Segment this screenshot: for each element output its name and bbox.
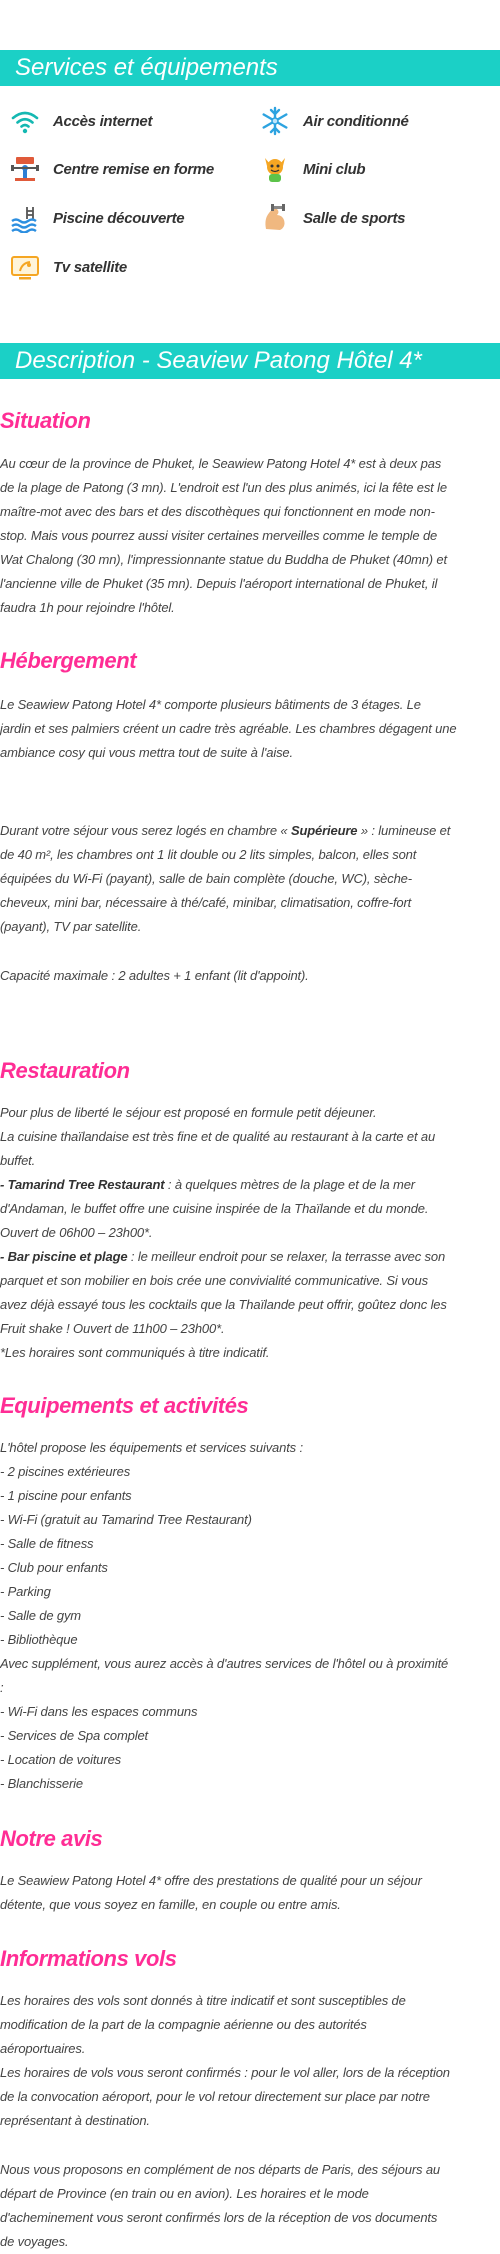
hebergement-capacity: Capacité maximale : 2 adultes + 1 enfant (lit d'appoint). — [0, 968, 309, 983]
service-label: Air conditionné — [303, 112, 409, 130]
restauration-text: Pour plus de liberté le séjour est proposé en formule petit déjeuner. La cuisine thaïlandaise est très fine et de qualité au restaurant à la carte et au buffet. - Tamarind Tree Restaurant : à quelques mètres de la plage et de la mer d'Andaman, le buffet offre une cuisine inspirée de la Thaïlande et du monde. Ouvert de 06h00 – 23h00*. - Bar piscine et plage : le meilleur endroit pour se relaxer, la terrasse avec son parquet et son mobilier en bois crée une convivialité communicative. Si vous avez déjà essayé tous les cocktails que la Thaïlande peut offrir, goûtez donc les Fruit shake ! Ouvert de 11h00 – 23h00*. *Les horaires sont communiqués à titre indicatif. — [0, 1105, 447, 1360]
situation-text: Au cœur de la province de Phuket, le Seawiew Patong Hotel 4* est à deux pas de la plage de Patong (3 mn). L'endroit est l'un des plus animés, ici la fête est le maître-mot avec des bars et des discothèques qui fonctionnent en mode non- stop. Mais vous pourrez aussi visiter certaines merveilles comme le temple de Wat Chalong (30 mn), l'impressionnante statue du Buddha de Phuket (40mn) et l'ancienne ville de Phuket (35 mn). Depuis l'aéroport international de Phuket, il faudra 1h pour rejoindre l'hôtel. — [0, 456, 447, 615]
service-label: Tv satellite — [53, 258, 127, 276]
tv-icon — [10, 252, 40, 282]
vols-text: Les horaires des vols sont donnés à titre indicatif et sont susceptibles de modification de la part de la compagnie aérienne ou des autorités aéroportuaires. Les horaires de vols vous seront confirmés : pour le vol aller, lors de la réception de la convocation aéroport, pour le vol retour directement sur place par notre représentant à destination. — [0, 1993, 450, 2128]
dumbbell-icon — [260, 203, 290, 233]
hebergement-intro: Le Seawiew Patong Hotel 4* comporte plusieurs bâtiments de 3 étages. Le jardin et ses palmiers créent un cadre très agréable. Les chambres dégagent une ambiance cosy qui vous mettra tout de suite à l'aise. — [0, 697, 457, 760]
room-type: Supérieure — [290, 823, 358, 838]
service-label: Mini club — [303, 160, 366, 178]
equipements-list: L'hôtel propose les équipements et services suivants : - 2 piscines extérieures - 1 piscine pour enfants - Wi-Fi (gratuit au Tamarind Tree Restaurant) - Salle de fitness - Club pour enfants - Parking - Salle de gym - Bibliothèque Avec supplément, vous aurez accès à d'autres services de l'hôtel ou à proximité : - Wi-Fi dans les espaces communs - Services de Spa complet - Location de voitures - Blanchisserie — [0, 1440, 449, 1791]
hebergement-room-description: Durant votre séjour vous serez logés en chambre « Supérieure » : lumineuse et de 40 m², les chambres ont 1 lit double ou 2 lits simples, balcon, elles sont équipées du Wi-Fi (payant), salle de bain complète (douche, WC), sèche- cheveux, mini bar, nécessaire à thé/café, minibar, climatisation, coffre-fort (payant), TV par satellite. — [0, 823, 451, 934]
situation-title: Situation — [0, 408, 91, 433]
mascot-icon — [260, 154, 290, 184]
bar-name: - Bar piscine et plage — [0, 1249, 128, 1264]
snowflake-icon — [260, 106, 290, 136]
restaurant-name: - Tamarind Tree Restaurant — [0, 1177, 165, 1192]
vols-title: Informations vols — [0, 1946, 177, 1971]
service-mini-club — [250, 154, 365, 184]
service-label: Accès internet — [53, 112, 153, 130]
service-pool — [0, 203, 184, 233]
service-sports-room — [250, 203, 405, 233]
service-label: Centre remise en forme — [53, 160, 214, 178]
service-tv — [0, 252, 127, 282]
wifi-icon — [10, 106, 40, 136]
services-heading: Services et équipements — [0, 50, 500, 86]
service-fitness — [0, 154, 214, 184]
restauration-title: Restauration — [0, 1058, 130, 1083]
service-internet — [0, 106, 152, 136]
vols-province-text: Nous vous proposons en complément de nos départs de Paris, des séjours au départ de Province (en train ou en avion). Les horaires et le mode d'acheminement vous seront confirmés lors de la réception de vos documents de voyages. — [0, 2162, 440, 2249]
service-label: Piscine découverte — [53, 209, 185, 227]
equipements-title: Equipements et activités — [0, 1393, 249, 1418]
fitness-icon — [10, 154, 40, 184]
service-air-conditioning — [250, 106, 409, 136]
description-heading: Description - Seaview Patong Hôtel 4* — [0, 343, 500, 379]
pool-icon — [10, 203, 40, 233]
hebergement-title: Hébergement — [0, 648, 137, 673]
service-label: Salle de sports — [303, 209, 406, 227]
avis-title: Notre avis — [0, 1826, 103, 1851]
avis-text: Le Seawiew Patong Hotel 4* offre des prestations de qualité pour un séjour détente, que vous soyez en famille, en couple ou entre amis. — [0, 1873, 422, 1912]
